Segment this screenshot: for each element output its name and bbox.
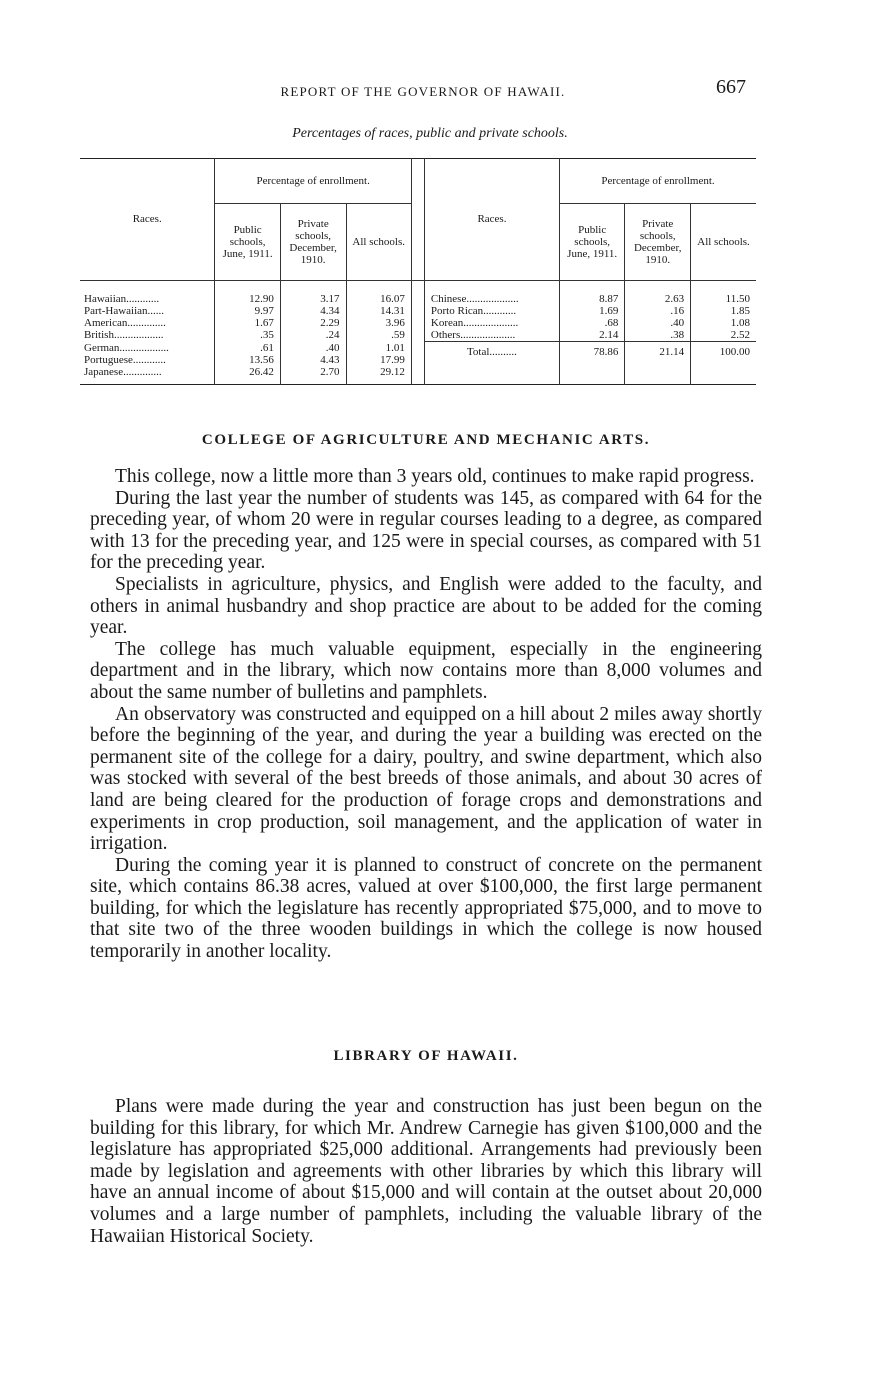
race-name: Part-Hawaiian...... bbox=[84, 305, 165, 318]
private-value: .38 bbox=[625, 329, 691, 342]
paragraph: Plans were made during the year and construction has just been begun on the building for this library, for which Mr. Andrew Carnegie has given $100,000 and the legislature has appropriated $25,000 additional. Arrangements had previously been made by legislation and agreements with other libraries by which this library will have an annual income of about $15,000 and will contain at the outset about 20,000 volumes and a large number of pamphlets, including the valuable library of the Hawaiian Historical Society. bbox=[90, 1096, 762, 1247]
table-divider bbox=[411, 342, 424, 354]
public-value: .61 bbox=[215, 342, 280, 354]
col-public-header: Public schools, June, 1911. bbox=[215, 204, 280, 281]
public-value: 8.87 bbox=[559, 281, 624, 306]
private-value: 2.29 bbox=[280, 317, 346, 329]
paragraph: Specialists in agriculture, physics, and English were added to the faculty, and others in animal husbandry and shop practice are about to be added for the coming year. bbox=[90, 573, 762, 639]
public-value: 26.42 bbox=[215, 366, 280, 385]
private-value: .24 bbox=[280, 329, 346, 342]
private-value: .40 bbox=[280, 342, 346, 354]
table-divider bbox=[411, 159, 424, 281]
library-section-body bbox=[90, 1096, 762, 1247]
total-private: 21.14 bbox=[625, 342, 691, 385]
all-value: 16.07 bbox=[346, 281, 411, 306]
col-private-header: Private schools, December, 1910. bbox=[280, 204, 346, 281]
col-private-header: Private schools, December, 1910. bbox=[625, 204, 691, 281]
private-value: 2.70 bbox=[280, 366, 346, 385]
total-all: 100.00 bbox=[691, 342, 756, 385]
public-value: 1.67 bbox=[215, 317, 280, 329]
public-value: 1.69 bbox=[559, 305, 624, 317]
col-all-header: All schools. bbox=[346, 204, 411, 281]
race-name: German.................. bbox=[84, 341, 169, 354]
paragraph: An observatory was constructed and equipped on a hill about 2 miles away shortly before the beginning of the year, and during the year a building was erected on the permanent site of the college for a dairy, poultry, and swine department, which also was stocked with several of the best breeds of those animals, and about 30 acres of land are being cleared for the production of forage crops and demonstrations and experiments in crop production, soil management, and the application of water in irrigation. bbox=[90, 703, 762, 855]
race-name: Porto Rican............ bbox=[424, 305, 559, 317]
paragraph: This college, now a little more than 3 years old, continues to make rapid progress. bbox=[115, 466, 755, 487]
race-name: American.............. bbox=[84, 317, 166, 330]
total-public: 78.86 bbox=[559, 342, 624, 385]
table-row bbox=[80, 317, 756, 329]
table-row bbox=[80, 281, 756, 306]
race-name: Japanese.............. bbox=[84, 366, 162, 379]
all-value: 17.99 bbox=[346, 354, 411, 366]
all-value: 11.50 bbox=[691, 281, 756, 306]
race-name: Korean.................... bbox=[424, 317, 559, 329]
all-value: 1.85 bbox=[691, 305, 756, 317]
table-divider bbox=[411, 366, 424, 385]
table-divider bbox=[411, 305, 424, 317]
public-value: 13.56 bbox=[215, 354, 280, 366]
library-section-heading: LIBRARY OF HAWAII. bbox=[333, 1048, 519, 1064]
table-row bbox=[80, 305, 756, 317]
table-row bbox=[80, 342, 756, 354]
public-value: 2.14 bbox=[559, 329, 624, 342]
paragraph: The college has much valuable equipment, especially in the engineering department and in the library, which now contains more than 8,000 volumes and about the same number of bulletins and pamphlets. bbox=[90, 638, 762, 703]
public-value: 9.97 bbox=[215, 305, 280, 317]
race-name: Others.................... bbox=[424, 329, 559, 342]
college-section-body bbox=[90, 466, 762, 963]
enrollment-group-header-right: Percentage of enrollment. bbox=[559, 159, 756, 204]
page-number: 667 bbox=[716, 76, 746, 98]
race-name: British.................. bbox=[84, 329, 164, 342]
running-title: REPORT OF THE GOVERNOR OF HAWAII. bbox=[280, 84, 566, 99]
races-header-left: Races. bbox=[132, 213, 162, 226]
public-value: .68 bbox=[559, 317, 624, 329]
private-value: 3.17 bbox=[280, 281, 346, 306]
paragraph: During the coming year it is planned to construct of concrete on the permanent site, which contains 86.38 acres, valued at over $100,000, the first large permanent building, for which the legislature has recently appropriated $75,000, and to move to that site two of the three wooden buildings in which the college is now housed temporarily in another locality. bbox=[90, 854, 762, 963]
enrollment-group-header-left: Percentage of enrollment. bbox=[215, 159, 411, 204]
private-value: 2.63 bbox=[625, 281, 691, 306]
table-header-row bbox=[80, 159, 756, 204]
private-value: 4.34 bbox=[280, 305, 346, 317]
table-divider bbox=[411, 354, 424, 366]
table-divider bbox=[411, 317, 424, 329]
table-divider bbox=[411, 281, 424, 306]
college-section-heading: COLLEGE OF AGRICULTURE AND MECHANIC ARTS. bbox=[201, 432, 651, 448]
col-public-header: Public schools, June, 1911. bbox=[559, 204, 624, 281]
col-all-header: All schools. bbox=[691, 204, 756, 281]
private-value: .40 bbox=[625, 317, 691, 329]
table-row bbox=[80, 329, 756, 342]
all-value: 3.96 bbox=[346, 317, 411, 329]
paragraph: During the last year the number of students was 145, as compared with 64 for the preceding year, of whom 20 were in regular courses leading to a degree, as compared with 13 for the preceding year, and 125 were in special courses, as compared with 51 for the preceding year. bbox=[90, 487, 762, 574]
all-value: 1.08 bbox=[691, 317, 756, 329]
public-value: 12.90 bbox=[215, 281, 280, 306]
total-label: Total.......... bbox=[424, 342, 559, 385]
race-name: Hawaiian............ bbox=[84, 293, 160, 305]
table-caption: Percentages of races, public and private schools. bbox=[292, 126, 568, 141]
race-name: Portuguese............ bbox=[84, 353, 166, 366]
table-divider bbox=[411, 329, 424, 342]
all-value: 14.31 bbox=[346, 305, 411, 317]
public-value: .35 bbox=[215, 329, 280, 342]
all-value: 29.12 bbox=[346, 366, 411, 385]
private-value: 4.43 bbox=[280, 354, 346, 366]
race-name: Chinese................... bbox=[424, 281, 559, 306]
all-value: .59 bbox=[346, 329, 411, 342]
private-value: .16 bbox=[625, 305, 691, 317]
all-value: 1.01 bbox=[346, 342, 411, 354]
all-value: 2.52 bbox=[691, 329, 756, 342]
races-header-right: Races. bbox=[424, 159, 559, 281]
race-percentage-table bbox=[80, 158, 756, 385]
